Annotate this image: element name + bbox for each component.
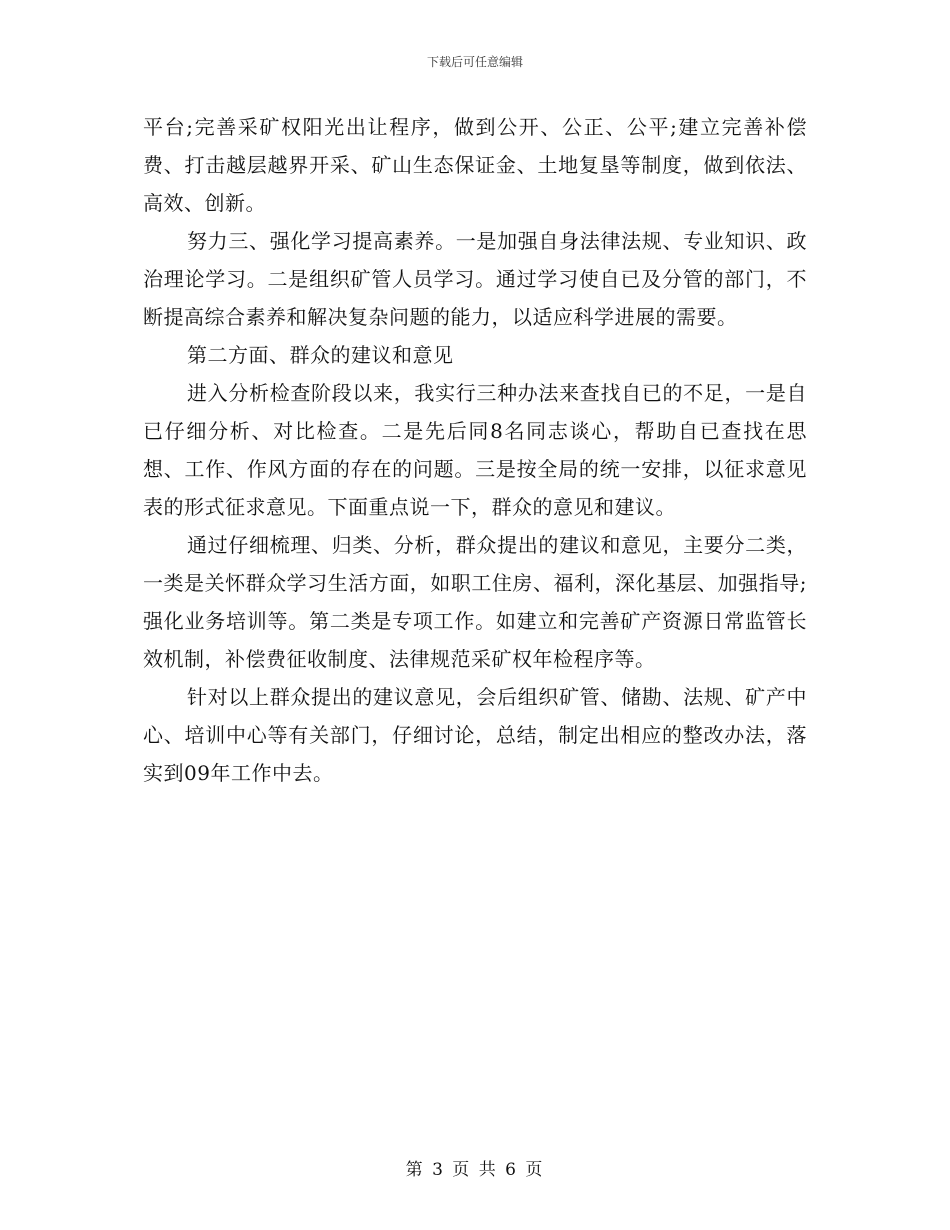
- page-number: 第 3 页 共 6 页: [405, 1160, 545, 1180]
- paragraph-effort-three: 努力三、强化学习提高素养。一是加强自身法律法规、专业知识、政治理论学习。二是组织矿管人员学习。通过学习使自已及分管的部门，不断提高综合素养和解决复杂问题的能力，以适应科学进展的需要。: [143, 229, 807, 329]
- paragraph-continuation: 平台;完善采矿权阳光出让程序，做到公开、公正、公平;建立完善补偿费、打击越层越界开采、矿山生态保证金、土地复垦等制度，做到依法、高效、创新。: [143, 115, 807, 215]
- paragraph-analysis: 进入分析检查阶段以来，我实行三种办法来查找自已的不足，一是自已仔细分析、对比检查。二是先后同8名同志谈心，帮助自已查找在思想、工作、作风方面的存在的问题。三是按全局的统一安排，以征求意见表的形式征求意见。下面重点说一下，群众的意见和建议。: [143, 381, 807, 519]
- page-header: 下载后可任意编辑: [426, 55, 523, 69]
- paragraph-suggestions: 通过仔细梳理、归类、分析，群众提出的建议和意见，主要分二类，一类是关怀群众学习生活方面，如职工住房、福利，深化基层、加强指导;强化业务培训等。第二类是专项工作。如建立和完善矿产资源日常监管长效机制，补偿费征收制度、法律规范采矿权年检程序等。: [143, 533, 807, 671]
- section-heading: 第二方面、群众的建议和意见: [187, 343, 454, 367]
- paragraph-actions: 针对以上群众提出的建议意见，会后组织矿管、储勘、法规、矿产中心、培训中心等有关部门，仔细讨论，总结，制定出相应的整改办法，落实到09年工作中去。: [143, 685, 807, 785]
- document-body: [143, 108, 807, 792]
